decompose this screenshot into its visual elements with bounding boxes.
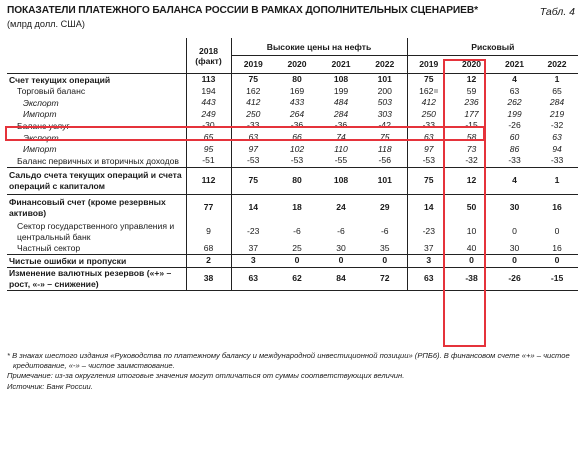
value-cell: 30: [493, 194, 536, 221]
table-row: [7, 132, 578, 144]
note-line: Примечание: из-за округления итоговые значения могут отличаться от суммы соответствующих величин.: [7, 371, 405, 381]
marker-square: [434, 89, 438, 93]
table-row: [7, 221, 578, 243]
value-cell: -53: [290, 155, 304, 166]
value-cell: 3: [231, 255, 275, 268]
row-label: Чистые ошибки и пропуски: [7, 255, 186, 268]
row-label: Счет текущих операций: [9, 74, 111, 85]
header-risk: Рисковый: [407, 38, 578, 56]
value-cell: 250: [246, 108, 261, 119]
value-cell: 50: [450, 194, 493, 221]
value-cell: 101: [363, 167, 407, 194]
value-cell: 112: [186, 167, 231, 194]
value-cell: 0: [493, 255, 536, 268]
value-cell: 0: [554, 225, 560, 236]
value-cell: -36: [334, 120, 348, 131]
value-cell: 24: [319, 194, 363, 221]
value-cell: -53: [247, 155, 260, 166]
value-cell: 3: [407, 255, 450, 268]
value-cell: 262: [507, 97, 522, 108]
table-row: [7, 155, 578, 167]
table-row: [7, 194, 578, 221]
row-label: Импорт: [23, 109, 57, 120]
value-cell: 443: [186, 97, 231, 109]
value-cell: 86: [509, 143, 520, 154]
value-cell: 18: [275, 194, 319, 221]
value-cell: 75: [248, 74, 259, 84]
value-cell: 177: [464, 108, 479, 119]
row-label: Изменение валютных резервов («+» – рост, «-» – снижение): [7, 267, 186, 290]
value-cell: -15: [465, 120, 478, 131]
value-cell: 65: [186, 132, 231, 144]
value-cell: 35: [379, 242, 390, 253]
value-cell: 75: [231, 167, 275, 194]
value-cell: -55: [334, 155, 348, 166]
value-cell: 162: [246, 85, 261, 96]
value-cell: 63: [231, 267, 275, 290]
row-label: Частный сектор: [17, 243, 81, 254]
header-row: [7, 38, 578, 56]
year-cell: 2021: [493, 56, 536, 74]
value-cell: 2: [186, 255, 231, 268]
value-cell: 75: [379, 131, 390, 142]
value-cell: -32: [465, 155, 478, 166]
table-row: [7, 243, 578, 255]
value-cell: 72: [363, 267, 407, 290]
year-cell: 2020: [450, 56, 493, 74]
value-cell: -6: [380, 225, 389, 236]
row-label: Импорт: [23, 144, 57, 155]
value-cell: 63: [407, 267, 450, 290]
value-cell: 236: [464, 97, 479, 108]
value-cell: -53: [407, 155, 450, 167]
value-cell: 0: [536, 255, 578, 268]
value-cell: 74: [336, 131, 346, 142]
value-cell: 199: [333, 85, 349, 96]
value-cell: 249: [186, 109, 231, 121]
value-cell: 219: [549, 108, 565, 119]
value-cell: 80: [275, 167, 319, 194]
value-cell: 77: [186, 194, 231, 221]
value-cell: 59: [466, 85, 477, 96]
year-cell: 2019: [231, 56, 275, 74]
value-cell: 412: [246, 97, 261, 108]
value-cell: 503: [377, 97, 392, 108]
value-cell: 37: [407, 243, 450, 255]
value-cell: 200: [377, 85, 392, 96]
value-cell: 10: [466, 225, 477, 236]
value-cell: 264: [289, 108, 305, 119]
value-cell: 16: [552, 242, 562, 253]
year-cell: 2022: [363, 56, 407, 74]
table-number: Табл. 4: [539, 6, 575, 18]
value-cell: 75: [407, 74, 450, 86]
value-cell: -33: [508, 155, 521, 166]
notes: [7, 351, 582, 392]
value-cell: 94: [552, 143, 562, 154]
value-cell: -33: [550, 155, 564, 166]
value-cell: 25: [292, 242, 302, 253]
balance-table: [7, 38, 578, 291]
value-cell: 1: [536, 167, 578, 194]
value-cell: 4: [493, 167, 536, 194]
value-cell: 284: [333, 108, 349, 119]
year-cell: 2020: [275, 56, 319, 74]
value-cell: -26: [493, 267, 536, 290]
table-row: [7, 120, 578, 132]
note-line: кредитование, «-» – чистое заимствование.: [13, 361, 175, 371]
value-cell: 194: [186, 86, 231, 98]
value-cell: 0: [275, 255, 319, 268]
year-cell: 2021: [319, 56, 363, 74]
value-cell: 58: [466, 131, 477, 142]
units-label: (млрд долл. США): [7, 19, 85, 29]
value-cell: -6: [337, 225, 345, 236]
value-cell: 113: [186, 74, 231, 86]
value-cell: 110: [334, 143, 348, 154]
value-cell: 63: [248, 131, 259, 142]
row-label: Экспорт: [23, 97, 59, 108]
note-line: Источник: Банк России.: [7, 381, 93, 391]
value-cell: 0: [450, 255, 493, 268]
value-cell: 1: [554, 74, 560, 84]
value-cell: 12: [466, 74, 477, 84]
value-cell: 433: [289, 97, 305, 108]
value-cell: 80: [292, 74, 302, 84]
table-row: [7, 74, 578, 86]
row-label: Сальдо счета текущих операций и счета операций с капиталом: [7, 167, 186, 194]
value-cell: 108: [319, 167, 363, 194]
value-cell: 118: [377, 143, 392, 154]
value-cell: 101: [377, 74, 392, 84]
value-cell: 108: [333, 74, 349, 84]
note-line: * В знаках шестого издания «Руководства по платежному балансу и международной инвестиционной позиции» (РПБ6). В финансовом счете «+» – чистое: [7, 351, 570, 360]
value-cell: 162: [407, 86, 450, 98]
value-cell: -23: [407, 221, 450, 243]
header-high-oil: Высокие цены на нефть: [231, 38, 407, 56]
value-cell: 0: [319, 255, 363, 268]
value-cell: 62: [275, 267, 319, 290]
value-cell: 199: [507, 108, 522, 119]
value-cell: 97: [407, 144, 450, 156]
value-cell: 84: [319, 267, 363, 290]
value-cell: -33: [407, 120, 450, 132]
value-cell: 0: [363, 255, 407, 268]
value-cell: 95: [186, 144, 231, 156]
table-row: [7, 144, 578, 156]
value-cell: 29: [363, 194, 407, 221]
value-cell: 250: [407, 109, 450, 121]
value-cell: -30: [186, 120, 231, 132]
value-cell: 169: [289, 85, 305, 96]
table-row: [7, 267, 578, 290]
value-cell: 73: [466, 143, 477, 154]
year-cell: 2019: [407, 56, 450, 74]
value-cell: 102: [289, 143, 305, 154]
value-cell: -38: [450, 267, 493, 290]
value-cell: -42: [378, 120, 391, 131]
value-cell: 66: [292, 131, 302, 142]
value-cell: 97: [248, 143, 259, 154]
value-cell: -36: [290, 120, 304, 131]
value-cell: 0: [512, 225, 517, 236]
value-cell: 63: [509, 85, 520, 96]
value-cell: 65: [552, 85, 562, 96]
value-cell: 37: [248, 242, 259, 253]
value-cell: -6: [293, 225, 301, 236]
value-cell: 75: [407, 167, 450, 194]
header-2018: 2018 (факт): [186, 38, 231, 74]
value-cell: -23: [247, 225, 260, 236]
value-cell: 484: [333, 97, 349, 108]
value-cell: 4: [512, 74, 517, 84]
value-cell: 12: [450, 167, 493, 194]
value-cell: 68: [186, 243, 231, 255]
value-cell: 412: [407, 97, 450, 109]
table-row: [7, 86, 578, 98]
table-title: ПОКАЗАТЕЛИ ПЛАТЕЖНОГО БАЛАНСА РОССИИ В РАМКАХ ДОПОЛНИТЕЛЬНЫХ СЦЕНАРИЕВ*: [7, 5, 478, 16]
value-cell: 30: [336, 242, 346, 253]
row-label: Финансовый счет (кроме резервных активов): [7, 194, 186, 221]
value-cell: 63: [552, 131, 562, 142]
table-row: [7, 97, 578, 109]
value-cell: 284: [549, 97, 565, 108]
value-cell: 16: [536, 194, 578, 221]
year-cell: 2022: [536, 56, 578, 74]
row-label: Сектор государственного управления и центральный банк: [17, 221, 175, 242]
table-row: [7, 109, 578, 121]
row-label: Баланс услуг: [17, 120, 70, 131]
value-cell: 14: [407, 194, 450, 221]
value-cell: 40: [466, 242, 477, 253]
row-label: Баланс первичных и вторичных доходов: [17, 155, 180, 166]
value-cell: 30: [509, 242, 520, 253]
value-cell: 38: [186, 267, 231, 290]
value-cell: -33: [247, 120, 260, 131]
value-cell: -15: [536, 267, 578, 290]
value-cell: 303: [377, 108, 392, 119]
table-row: [7, 255, 578, 268]
value-cell: 9: [186, 221, 231, 243]
value-cell: -26: [508, 120, 521, 131]
value-cell: -51: [186, 155, 231, 167]
row-label: Торговый баланс: [17, 86, 86, 97]
value-cell: -56: [378, 155, 391, 166]
row-label: Экспорт: [23, 132, 59, 143]
table-row: [7, 167, 578, 194]
value-cell: 60: [509, 131, 520, 142]
value-cell: 14: [231, 194, 275, 221]
value-cell: -32: [550, 120, 564, 131]
value-cell: 63: [407, 132, 450, 144]
